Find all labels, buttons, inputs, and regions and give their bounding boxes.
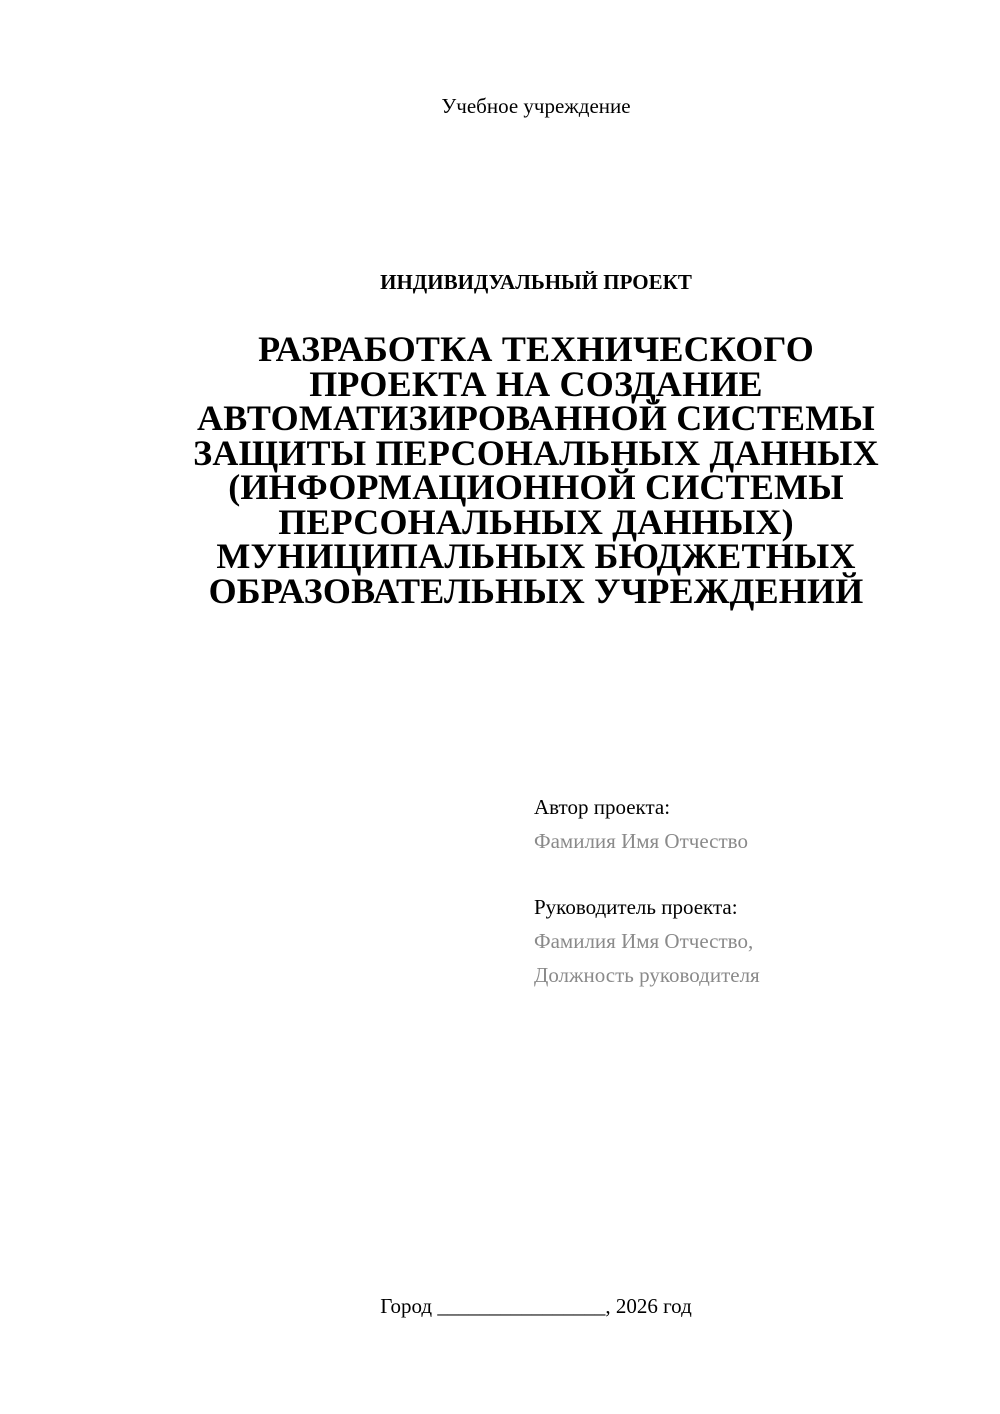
title-line: АВТОМАТИЗИРОВАННОЙ СИСТЕМЫ — [197, 398, 875, 438]
title-line: МУНИЦИПАЛЬНЫХ БЮДЖЕТНЫХ — [216, 536, 856, 576]
title-line: ПЕРСОНАЛЬНЫХ ДАННЫХ) — [278, 501, 794, 542]
project-title — [150, 329, 922, 611]
project-type-heading: ИНДИВИДУАЛЬНЫЙ ПРОЕКТ — [380, 270, 692, 294]
title-line: ПРОЕКТА НА СОЗДАНИЕ — [309, 363, 763, 404]
title-line: ЗАЩИТЫ ПЕРСОНАЛЬНЫХ ДАННЫХ — [193, 432, 879, 473]
supervisor-name: Фамилия Имя Отчество, — [534, 929, 754, 953]
institution-name: Учебное учреждение — [441, 94, 631, 118]
supervisor-label: Руководитель проекта: — [534, 895, 738, 919]
city-year-footer: Город ________________, 2026 год — [380, 1294, 692, 1318]
author-name: Фамилия Имя Отчество — [534, 829, 748, 853]
author-label: Автор проекта: — [534, 795, 671, 819]
title-line: (ИНФОРМАЦИОННОЙ СИСТЕМЫ — [228, 467, 844, 507]
title-line: ОБРАЗОВАТЕЛЬНЫХ УЧРЕЖДЕНИЙ — [208, 570, 864, 611]
title-line: РАЗРАБОТКА ТЕХНИЧЕСКОГО — [258, 329, 814, 369]
credits-block — [534, 790, 974, 992]
supervisor-position: Должность руководителя — [534, 963, 760, 987]
credits-spacer — [534, 858, 974, 890]
